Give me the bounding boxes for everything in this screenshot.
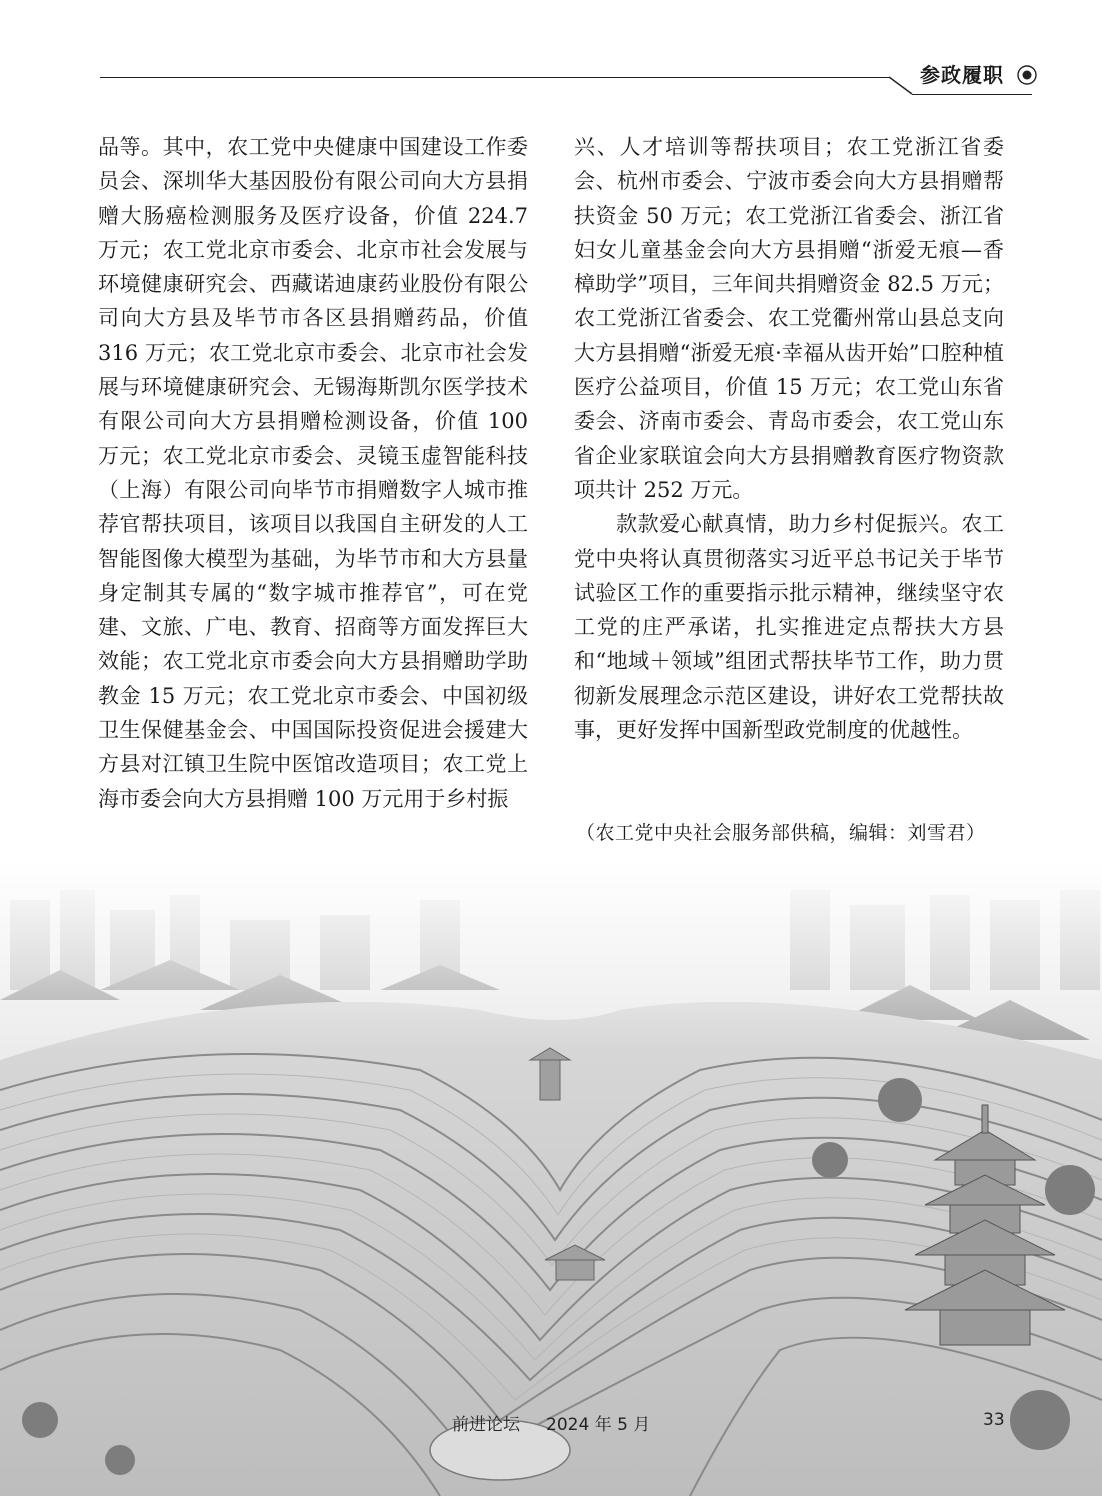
article-column-left — [98, 130, 528, 816]
article-column-right — [574, 130, 1004, 747]
terraced-park-photo — [0, 860, 1102, 1496]
article-paragraph: 兴、人才培训等帮扶项目；农工党浙江省委会、杭州市委会、宁波市委会向大方县捐赠帮扶资金 50 万元；农工党浙江省委会、浙江省妇女儿童基金会向大方县捐赠“浙爱无痕—香樟助学”项目，三年间共捐赠资金 82.5 万元；农工党浙江省委会、农工党衢州常山县总支向大方县捐赠“浙爱无痕·幸福从齿开始”口腔种植医疗公益项目，价值 15 万元；农工党山东省委会、济南市委会、青岛市委会，农工党山东省企业家联谊会向大方县捐赠教育医疗物资款项共计 252 万元。 — [574, 135, 1004, 502]
issue-date: 2024 年 5 月 — [546, 1415, 651, 1435]
header-rule-tail — [912, 94, 1032, 95]
target-circle-icon — [1016, 64, 1038, 86]
article-paragraph: 品等。其中，农工党中央健康中国建设工作委员会、深圳华大基因股份有限公司向大方县捐赠大肠癌检测服务及医疗设备，价值 224.7 万元；农工党北京市委会、北京市社会发展与环境健康研究会、西藏诺迪康药业股份有限公司向大方县及毕节市各区县捐赠药品，价值 316 万元；农工党北京市委会、北京市社会发展与环境健康研究会、无锡海斯凯尔医学技术有限公司向大方县捐赠检测设备，价值 100 万元；农工党北京市委会、灵镜玉虚智能科技（上海）有限公司向毕节市捐赠数字人城市推荐官帮扶项目，该项目以我国自主研发的人工智能图像大模型为基础，为毕节市和大方县量身定制其专属的“数字城市推荐官”，可在党建、文旅、广电、教育、招商等方面发挥巨大效能；农工党北京市委会向大方县捐赠助学助教金 15 万元；农工党北京市委会、中国初级卫生保健基金会、中国国际投资促进会援建大方县对江镇卫生院中医馆改造项目；农工党上海市委会向大方县捐赠 100 万元用于乡村振 — [98, 135, 528, 811]
editor-credit: （农工党中央社会服务部供稿，编辑：刘雪君） — [576, 822, 986, 844]
article-paragraph: 款款爱心献真情，助力乡村促振兴。农工党中央将认真贯彻落实习近平总书记关于毕节试验区工作的重要指示批示精神，继续坚守农工党的庄严承诺，扎实推进定点帮扶大方县和“地域＋领域”组团式帮扶毕节工作，助力贯彻新发展理念示范区建设，讲好农工党帮扶故事，更好发挥中国新型政党制度的优越性。 — [574, 512, 1004, 743]
magazine-name: 前进论坛 — [452, 1415, 520, 1435]
section-title: 参政履职 — [920, 63, 1004, 87]
page-number: 33 — [983, 1410, 1005, 1430]
